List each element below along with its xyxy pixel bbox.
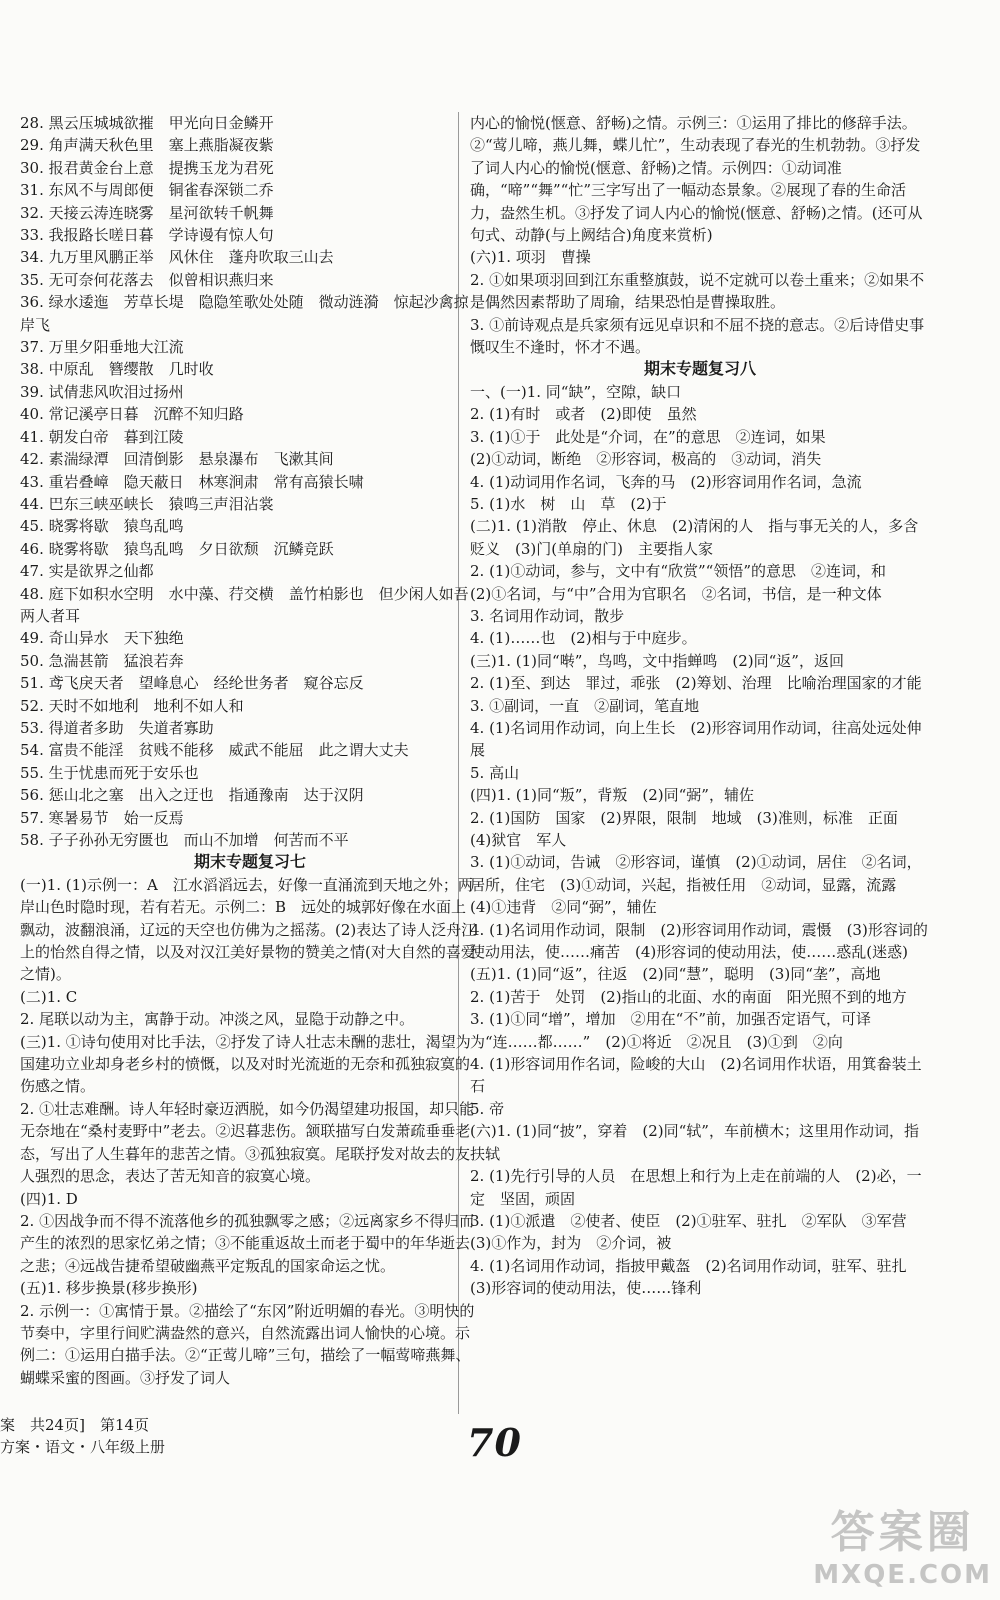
answer-line: 28. 黑云压城城欲摧 甲光向日金鳞开 — [20, 114, 274, 132]
section-heading: 期末专题复习八 — [643, 359, 756, 379]
answer-line: 2. ①因战争而不得不流落他乡的孤独飘零之感；②远离家乡不得归而产生的浓烈的思家忆弟之情；③不能重返故土而老于蜀中的年华逝去之悲；④远战告捷希望破幽燕平定叛乱的国家命运之忧。 — [20, 1211, 475, 1275]
watermark — [813, 1496, 992, 1590]
answer-line: 55. 生于忧患而死于安乐也 — [20, 763, 199, 782]
answer-line: 31. 东风不与周郎便 铜雀春深锁二乔 — [20, 181, 274, 200]
answer-line: 4. (1)名词用作动词，限制 (2)形容词用作动词，震慑 (3)形容词的使动用法，使……痛苦 (4)形容词的使动用法，使……惑乱(迷惑) — [470, 920, 928, 962]
answer-line: 56. 惩山北之塞 出入之迂也 指通豫南 达于汉阴 — [20, 786, 364, 805]
answer-line: (四)1. (1)同“叛”，背叛 (2)同“弼”，辅佐 — [470, 786, 754, 805]
answer-line: 4. (1)名词用作动词，指披甲戴盔 (2)名词用作动词，驻军、驻扎 (3)形容词的使动用法，使……锋利 — [470, 1256, 922, 1298]
answer-line: 34. 九万里风鹏正举 风休住 蓬舟吹取三山去 — [20, 248, 334, 267]
left-column — [20, 112, 480, 1389]
footer-page-info: 案 共24页] 第14页 — [0, 1416, 150, 1434]
answer-line: 2. (1)国防 国家 (2)界限，限制 地域 (3)准则，标准 正面 (4)狱官 军人 — [470, 808, 913, 849]
answer-line: 52. 天时不如地利 地利不如人和 — [20, 696, 244, 715]
answer-line: 45. 晓雾将歇 猿鸟乱鸣 — [20, 517, 184, 536]
answer-line: 53. 得道者多助 失道者寡助 — [20, 718, 214, 737]
answer-line: 3. (1)①动词，告诫 ②形容词，谨慎 (2)①动词，居住 ②名词，居所，住宅 (3)①动词，兴起，指被任用 ②动词，显露，流露 (4)①违背 ②同“弼”，辅佐 — [470, 853, 922, 917]
answer-line: 50. 急湍甚箭 猛浪若奔 — [20, 651, 184, 670]
answer-line: 38. 中原乱 簪缨散 几时收 — [20, 360, 214, 379]
watermark-url: MXQE.COM — [813, 1560, 992, 1590]
answer-line: 4. (1)动词用作名词，飞奔的马 (2)形容词用作名词，急流 — [470, 472, 862, 491]
footer-book-title: 方案・语文・八年级上册 — [0, 1438, 166, 1456]
answer-line: 46. 晓雾将歇 猿鸟乱鸣 夕日欲颓 沉鳞竞跃 — [20, 539, 334, 558]
answer-line: 40. 常记溪亭日暮 沉醉不知归路 — [20, 405, 244, 424]
answer-line: 2. ①壮志难酬。诗人年轻时豪迈洒脱，如今仍渴望建功报国，却只能无奈地在“桑村麦野中”老去。②迟暮悲伤。颔联描写白发萧疏垂垂老态，写出了人生暮年的悲苦之情。③孤独寂寞。尾联抒发对故去的友人强烈的思念，表达了苦无知音的寂寞心境。 — [20, 1099, 475, 1186]
answer-line: 54. 富贵不能淫 贫贱不能移 威武不能屈 此之谓大丈夫 — [20, 741, 409, 760]
answer-line: 36. 绿水逶迤 芳草长堤 隐隐笙歌处处随 微动涟漪 惊起沙禽掠岸飞 — [20, 293, 469, 334]
answer-line: 37. 万里夕阳垂地大江流 — [20, 338, 184, 357]
answer-line: 3. (1)①派遣 ②使者、使臣 (2)①驻军、驻扎 ②军队 ③军营 (3)①作为，封为 ②介词，被 — [470, 1211, 922, 1253]
section-heading: 期末专题复习七 — [193, 852, 306, 872]
watermark-logo: 答案圈 — [830, 1507, 975, 1558]
answer-line: 41. 朝发白帝 暮到江陵 — [20, 427, 184, 446]
answer-line: 5. 帝 — [470, 1099, 505, 1118]
answer-line: 57. 寒暑易节 始一反焉 — [20, 808, 184, 827]
answer-line: 内心的愉悦(惬意、舒畅)之情。示例三：①运用了排比的修辞手法。②“莺儿啼，燕儿舞，蝶儿忙”，生动表现了春光的生机勃勃。③抒发了词人内心的愉悦(惬意、舒畅)之情。示例四：①动词准确，“啼”“舞”“忙”三字写出了一幅动态景象。②展现了春的生命活力，盎然生机。③抒发了词人内心的愉悦(惬意、舒畅)之情。(还可从句式、动静(与上阙结合)角度来赏析) — [470, 114, 923, 245]
answer-line: 44. 巴东三峡巫峡长 猿鸣三声泪沾裳 — [20, 494, 274, 513]
answer-line: (二)1. C — [20, 987, 78, 1006]
answer-line: 2. (1)先行引导的人员 在思想上和行为上走在前端的人 (2)必，一定 坚固，顽固 — [470, 1167, 922, 1208]
answer-line: 2. (1)有时 或者 (2)即使 虽然 — [470, 405, 697, 424]
answer-line: (六)1. (1)同“披”，穿着 (2)同“轼”，车前横木；这里用作动词，指扶轼 — [470, 1122, 919, 1163]
page-number: 70 — [467, 1420, 522, 1465]
answer-line: 2. (1)苦于 处罚 (2)指山的北面、水的南面 阳光照不到的地方 — [470, 987, 907, 1006]
answer-line: 39. 试倩悲风吹泪过扬州 — [20, 382, 184, 401]
answer-line: (一)1. (1)示例一：A 江水滔滔远去，好像一直涌流到天地之外；两岸山色时隐时现，若有若无。示例二：B 远处的城郭好像在水面上飘动，波翻浪涌，辽远的天空也仿佛为之摇荡。(2)表达了诗人泛舟江上的怡然自得之情，以及对汉江美好景物的赞美之情(对大自然的喜爱之情)。 — [20, 875, 477, 984]
answer-line: 2. (1)①动词，参与，文中有“欣赏”“领悟”的意思 ②连词，和 (2)①名词，与“中”合用为官职名 ②名词，书信，是一种文体 — [470, 562, 902, 603]
answer-line: 48. 庭下如积水空明 水中藻、荇交横 盖竹柏影也 但少闲人如吾两人者耳 — [20, 584, 469, 625]
answer-line: 5. 高山 — [470, 763, 520, 782]
answer-line: 58. 子子孙孙无穷匮也 而山不加增 何苦而不平 — [20, 831, 349, 849]
answer-line: 51. 鸢飞戾天者 望峰息心 经纶世务者 窥谷忘反 — [20, 674, 364, 693]
answer-line: 42. 素湍绿潭 回清倒影 悬泉瀑布 飞漱其间 — [20, 450, 334, 469]
answer-line: 32. 天接云涛连晓雾 星河欲转千帆舞 — [20, 203, 274, 222]
answer-line: 3. (1)①同“增”，增加 ②用在“不”前，加强否定语气，可译为“连……都……” (2)①将近 ②况且 (3)①到 ②向 — [470, 1010, 872, 1051]
answer-line: 4. (1)……也 (2)相与于中庭步。 — [470, 629, 697, 648]
answer-line: 47. 实是欲界之仙都 — [20, 562, 154, 581]
answer-line: 2. (1)至、到达 罪过，乖张 (2)筹划、治理 比喻治理国家的才能 — [470, 674, 922, 693]
answer-line: (五)1. 移步换景(移步换形) — [20, 1279, 198, 1298]
answer-line: 一、(一)1. 同“缺”，空隙，缺口 — [470, 382, 682, 401]
answer-line: 33. 我报路长嗟日暮 学诗谩有惊人句 — [20, 226, 274, 245]
answer-line: 35. 无可奈何花落去 似曾相识燕归来 — [20, 270, 274, 289]
answer-line: 3. ①前诗观点是兵家须有远见卓识和不屈不挠的意志。②后诗借史事慨叹生不逢时，怀才不遇。 — [470, 315, 925, 357]
answer-line: 2. 示例一：①寓情于景。②描绘了“东冈”附近明媚的春光。③明快的节奏中，字里行间贮满盎然的意兴，自然流露出词人愉快的心境。示例二：①运用白描手法。②“正莺儿啼”三句，描绘了一幅莺啼燕舞、蝴蝶采蜜的图画。③抒发了词人 — [20, 1301, 475, 1387]
answer-line: 29. 角声满天秋色里 塞上燕脂凝夜紫 — [20, 136, 274, 155]
answer-line: (三)1. (1)同“啭”，鸟鸣，文中指蝉鸣 (2)同“返”，返回 — [470, 651, 844, 670]
answer-line: (2)①动词，断绝 ②形容词，极高的 ③动词，消失 — [470, 450, 822, 469]
answer-line: 2. ①如果项羽回到江东重整旗鼓，说不定就可以卷土重来；②如果不是偶然因素帮助了周瑜，结果恐怕是曹操取胜。 — [470, 270, 925, 312]
answer-line: (三)1. ①诗句使用对比手法，②抒发了诗人壮志未酬的悲壮，渴望为国建功立业却身老乡村的愤慨，以及对时光流逝的无奈和孤独寂寞的伤感之情。 — [20, 1032, 471, 1096]
answer-line: 4. (1)名词用作动词，向上生长 (2)形容词用作动词，往高处远处伸展 — [470, 718, 922, 760]
right-column — [470, 112, 930, 1300]
answer-line: 43. 重岩叠嶂 隐天蔽日 林寒涧肃 常有高猿长啸 — [20, 472, 364, 491]
answer-line: 2. 尾联以动为主，寓静于动。冲淡之风，显隐于动静之中。 — [20, 1010, 415, 1029]
answer-line: 3. (1)①于 此处是“介词，在”的意思 ②连词，如果 — [470, 427, 826, 446]
answer-line: 4. (1)形容词用作名词，险峻的大山 (2)名词用作状语，用箕畚装土石 — [470, 1055, 922, 1096]
answer-line: 3. ①副词，一直 ②副词，笔直地 — [470, 696, 700, 715]
answer-line: 3. 名词用作动词，散步 — [470, 606, 625, 625]
answer-line: (五)1. (1)同“返”，往返 (2)同“慧”，聪明 (3)同“垄”，高地 — [470, 965, 881, 984]
answer-line: (六)1. 项羽 曹操 — [470, 248, 591, 267]
answer-line: 30. 报君黄金台上意 提携玉龙为君死 — [20, 158, 274, 177]
answer-line: 5. (1)水 树 山 草 (2)于 — [470, 494, 667, 513]
answer-line: 49. 奇山异水 天下独绝 — [20, 629, 184, 648]
answer-line: (四)1. D — [20, 1189, 78, 1208]
answer-line: (二)1. (1)消散 停止、休息 (2)清闲的人 指与事无关的人，多含贬义 (3)门(单扇的门) 主要指人家 — [470, 517, 919, 558]
footer — [0, 1414, 165, 1458]
